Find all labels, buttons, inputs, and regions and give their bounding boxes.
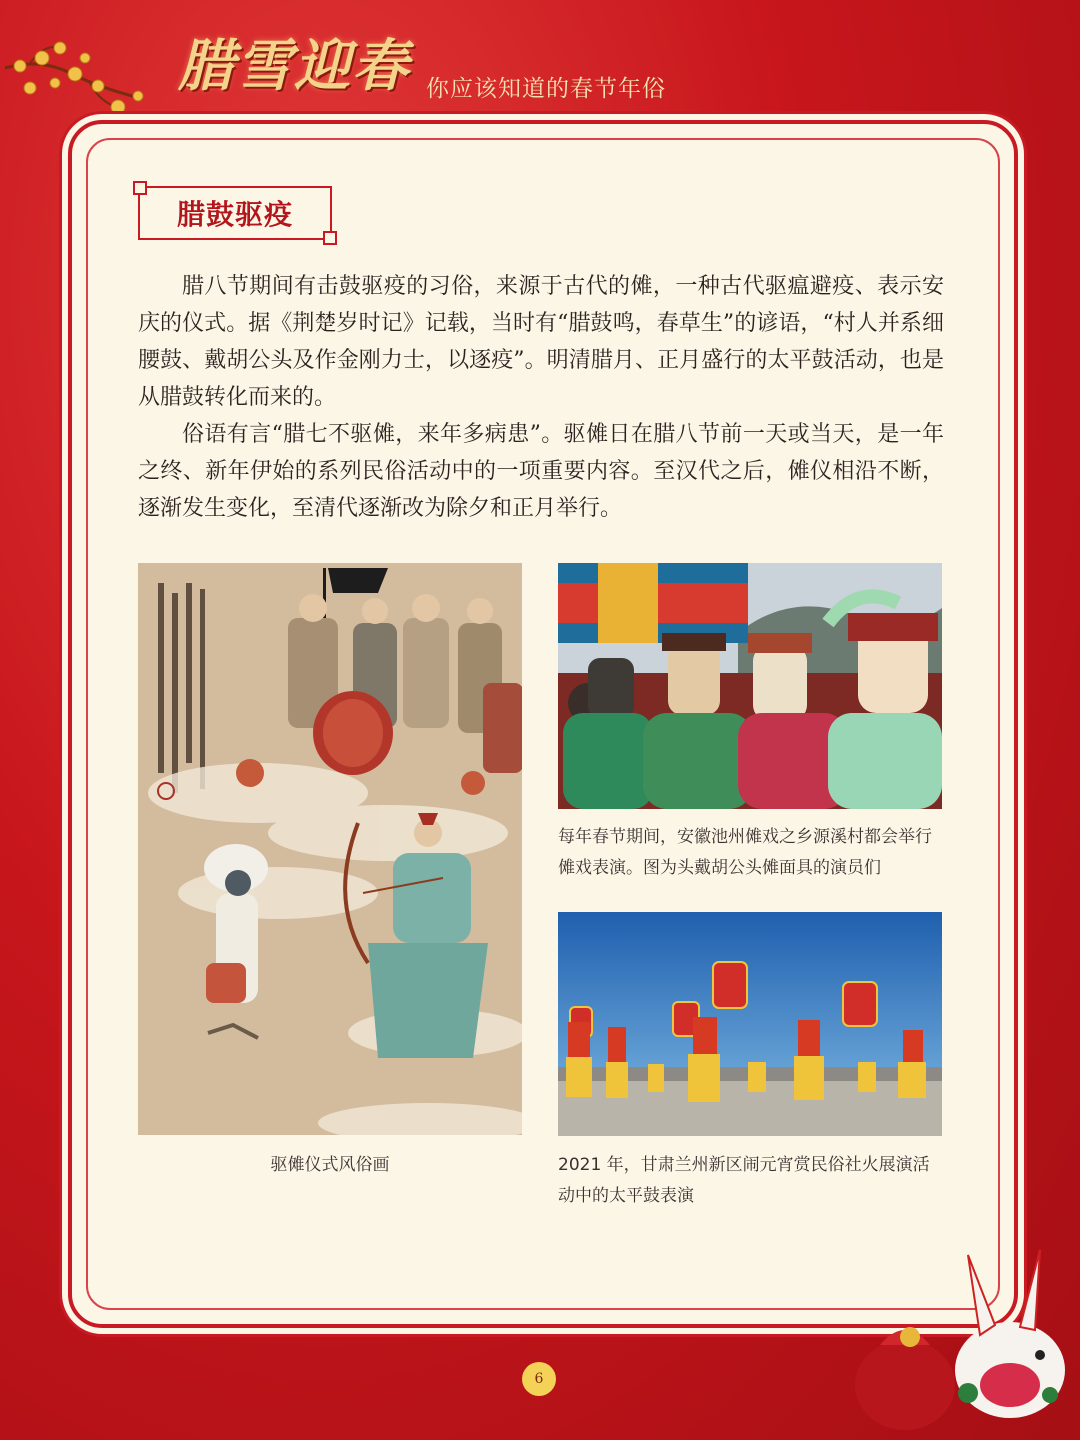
header-title: 腊雪迎春 [178,33,410,99]
masks-caption: 每年春节期间，安徽池州傩戏之乡源溪村都会举行傩戏表演。图为头戴胡公头傩面具的演员们 [558,827,932,878]
paragraph-1: 腊八节期间有击鼓驱疫的习俗，来源于古代的傩，一种古代驱瘟避疫、表示安庆的仪式。据《荆楚岁时记》记载，当时有“腊鼓鸣，春草生”的谚语，“村人并系细腰鼓、戴胡公头及作金刚力士，以逐疫”。明清腊月、正月盛行的太平鼓活动，也是从腊鼓转化而来的。 [138,274,944,410]
painting-caption: 驱傩仪式风俗画 [270,1155,390,1175]
page-header [0,0,1080,130]
section-title: 腊鼓驱疫 [138,186,332,240]
article-body [138,268,944,527]
drums-caption: 2021 年，甘肃兰州新区闹元宵赏民俗社火展演活动中的太平鼓表演 [558,1155,930,1206]
paragraph-2: 俗语有言“腊七不驱傩，来年多病患”。驱傩日在腊八节前一天或当天，是一年之终、新年伊始的系列民俗活动中的一项重要内容。至汉代之后，傩仪相沿不断，逐渐发生变化，至清代逐渐改为除夕和正月举行。 [138,422,944,521]
header-subtitle: 你应该知道的春节年俗 [426,76,666,102]
taiping-drum-photo [558,912,942,1136]
nuo-masks-photo [558,563,942,809]
rabbit-decoration [850,1245,1080,1440]
page-number: 6 [522,1362,556,1396]
plum-blossom-decoration [0,28,170,118]
nuo-ritual-painting [138,563,522,1135]
